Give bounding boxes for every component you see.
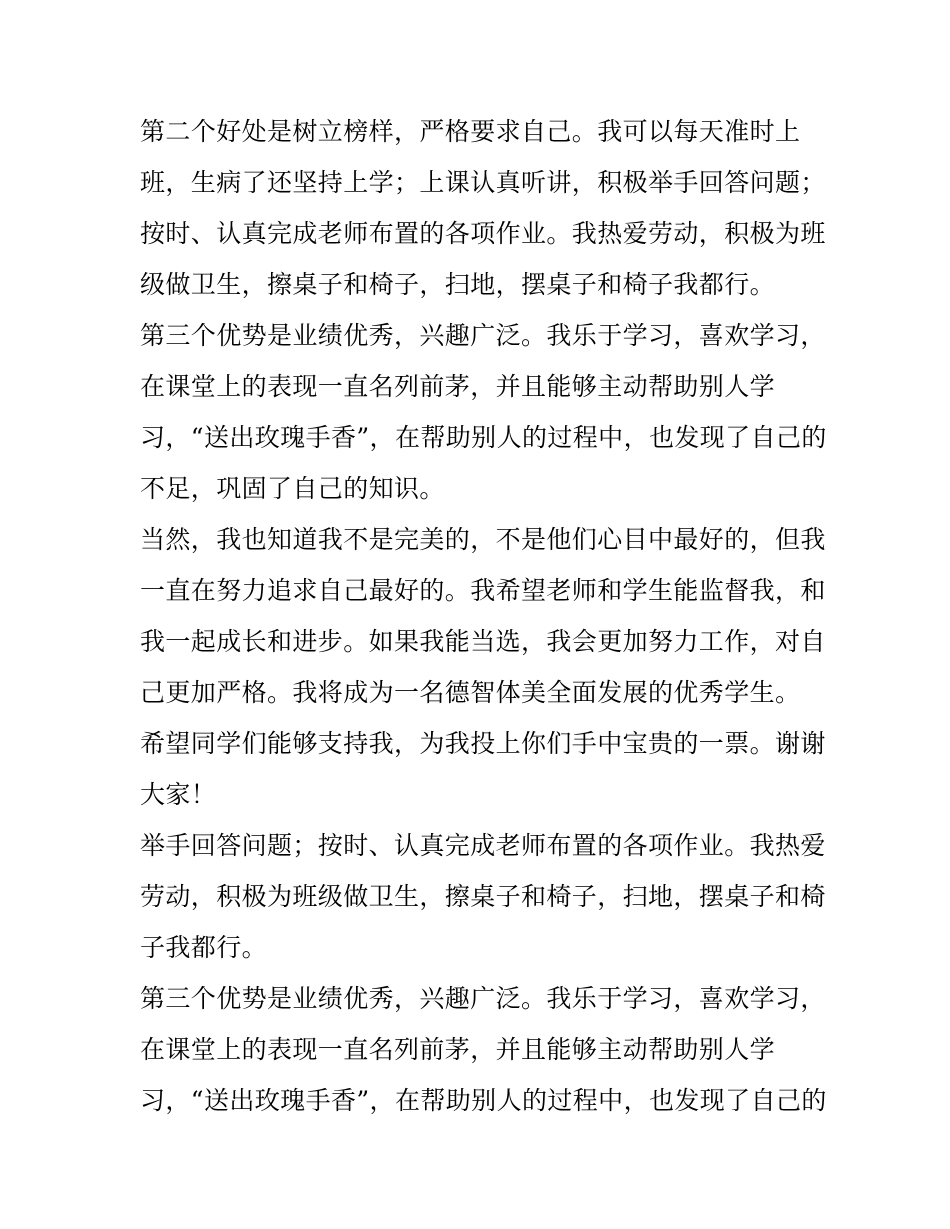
text-line: 级做卫生，擦桌子和椅子，扫地，摆桌子和椅子我都行。 <box>140 270 776 299</box>
text-line: 一直在努力追求自己最好的。我希望老师和学生能监督我，和 <box>140 576 826 605</box>
text-line: 第三个优势是业绩优秀，兴趣广泛。我乐于学习，喜欢学习， <box>140 321 826 350</box>
text-line: 按时、认真完成老师布置的各项作业。我热爱劳动，积极为班 <box>140 219 826 248</box>
text-line: 在课堂上的表现一直名列前茅，并且能够主动帮助别人学 <box>140 1035 776 1064</box>
text-line: 举手回答问题；按时、认真完成老师布置的各项作业。我热爱 <box>140 831 826 860</box>
text-line: 习，“送出玫瑰手香”，在帮助别人的过程中，也发现了自己的 <box>140 423 827 452</box>
text-line: 希望同学们能够支持我，为我投上你们手中宝贵的一票。谢谢 <box>140 729 826 758</box>
text-line: 子我都行。 <box>140 933 268 962</box>
text-line: 我一起成长和进步。如果我能当选，我会更加努力工作，对自 <box>140 627 826 656</box>
text-line: 第三个优势是业绩优秀，兴趣广泛。我乐于学习，喜欢学习， <box>140 984 826 1013</box>
text-line: 在课堂上的表现一直名列前茅，并且能够主动帮助别人学 <box>140 372 776 401</box>
text-line: 己更加严格。我将成为一名德智体美全面发展的优秀学生。 <box>140 678 801 707</box>
text-line: 大家！ <box>140 780 217 809</box>
document-body <box>140 106 827 1126</box>
text-line: 第二个好处是树立榜样，严格要求自己。我可以每天准时上 <box>140 117 801 146</box>
text-line: 劳动，积极为班级做卫生，擦桌子和椅子，扫地，摆桌子和椅 <box>140 882 826 911</box>
text-line: 习，“送出玫瑰手香”，在帮助别人的过程中，也发现了自己的 <box>140 1086 827 1115</box>
text-line: 当然，我也知道我不是完美的，不是他们心目中最好的，但我 <box>140 525 826 554</box>
text-line: 不足，巩固了自己的知识。 <box>140 474 445 503</box>
text-line: 班，生病了还坚持上学；上课认真听讲，积极举手回答问题； <box>140 168 826 197</box>
